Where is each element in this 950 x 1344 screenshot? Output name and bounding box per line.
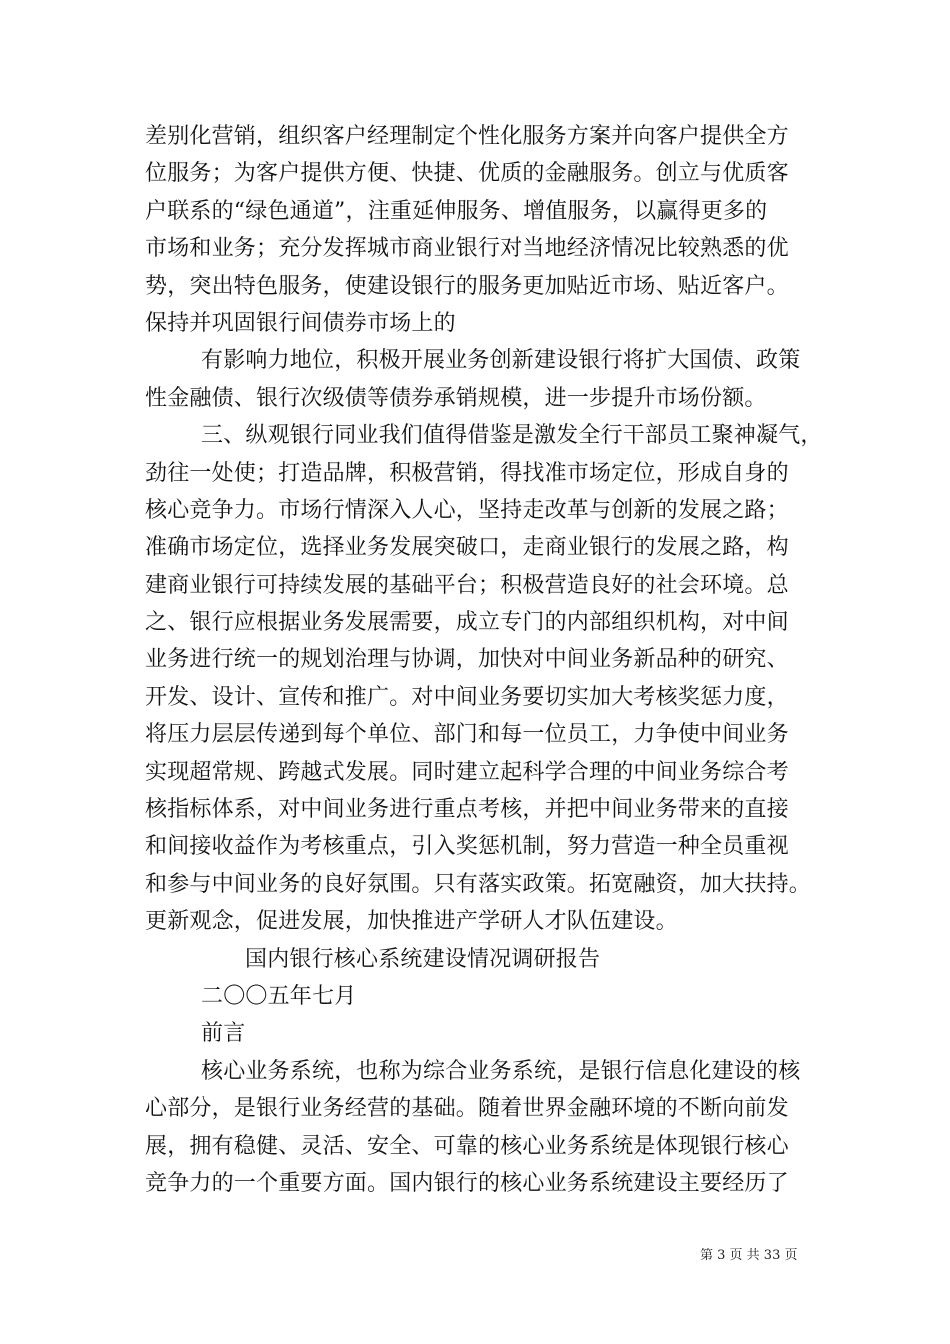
text-line: 差别化营销，组织客户经理制定个性化服务方案并向客户提供全方 xyxy=(145,124,789,149)
body-text xyxy=(145,118,823,1202)
section-heading-preface: 前言 xyxy=(201,1021,246,1047)
text-line: 展，拥有稳健、灵活、安全、可靠的核心业务系统是体现银行核心 xyxy=(145,1133,789,1159)
text-line: 保持并巩固银行间债券市场上的 xyxy=(145,310,456,336)
text-line: 核心业务系统，也称为综合业务系统，是银行信息化建设的核 xyxy=(201,1058,801,1084)
text-line: 建商业银行可持续发展的基础平台；积极营造良好的社会环境。总 xyxy=(145,572,789,598)
text-line: 市场和业务；充分发挥城市商业银行对当地经济情况比较熟悉的优 xyxy=(145,236,789,262)
text-line: 势，突出特色服务，使建设银行的服务更加贴近市场、贴近客户。 xyxy=(145,273,789,299)
text-line: 三、纵观银行同业我们值得借鉴是激发全行干部员工聚神凝气， xyxy=(201,423,823,449)
report-date: 二〇〇五年七月 xyxy=(201,983,357,1009)
text-line: 有影响力地位，积极开展业务创新建设银行将扩大国债、政策 xyxy=(201,348,801,374)
text-line: 位服务；为客户提供方便、快捷、优质的金融服务。创立与优质客 xyxy=(145,161,789,187)
text-line: 开发、设计、宣传和推广。对中间业务要切实加大考核奖惩力度， xyxy=(145,684,789,710)
text-line: 将压力层层传递到每个单位、部门和每一位员工，力争使中间业务 xyxy=(145,722,789,748)
text-line: 核心竞争力。市场行情深入人心，坚持走改革与创新的发展之路； xyxy=(145,497,789,523)
text-line: 之、银行应根据业务发展需要，成立专门的内部组织机构，对中间 xyxy=(145,610,789,636)
report-title: 国内银行核心系统建设情况调研报告 xyxy=(245,946,601,972)
text-line: 心部分，是银行业务经营的基础。随着世界金融环境的不断向前发 xyxy=(145,1096,789,1122)
text-line: 准确市场定位，选择业务发展突破口，走商业银行的发展之路，构 xyxy=(145,535,789,561)
text-line: 业务进行统一的规划治理与协调，加快对中间业务新品种的研究、 xyxy=(145,647,789,673)
text-line: 核指标体系，对中间业务进行重点考核，并把中间业务带来的直接 xyxy=(145,797,789,823)
text-line: 和间接收益作为考核重点，引入奖惩机制，努力营造一种全员重视 xyxy=(145,834,789,860)
text-line: 劲往一处使；打造品牌，积极营销，得找准市场定位，形成自身的 xyxy=(145,460,789,486)
text-line: 实现超常规、跨越式发展。同时建立起科学合理的中间业务综合考 xyxy=(145,759,789,785)
text-line: 和参与中间业务的良好氛围。只有落实政策。拓宽融资，加大扶持。 xyxy=(145,871,812,897)
text-line: 更新观念，促进发展，加快推进产学研人才队伍建设。 xyxy=(145,909,678,935)
text-line: 性金融债、银行次级债等债券承销规模，进一步提升市场份额。 xyxy=(145,385,767,411)
page-number-footer: 第 3 页 共 33 页 xyxy=(700,1248,798,1263)
text-line: 竞争力的一个重要方面。国内银行的核心业务系统建设主要经历了 xyxy=(145,1170,789,1196)
text-line: 户联系的“绿色通道”，注重延伸服务、增值服务，以赢得更多的 xyxy=(145,198,768,224)
